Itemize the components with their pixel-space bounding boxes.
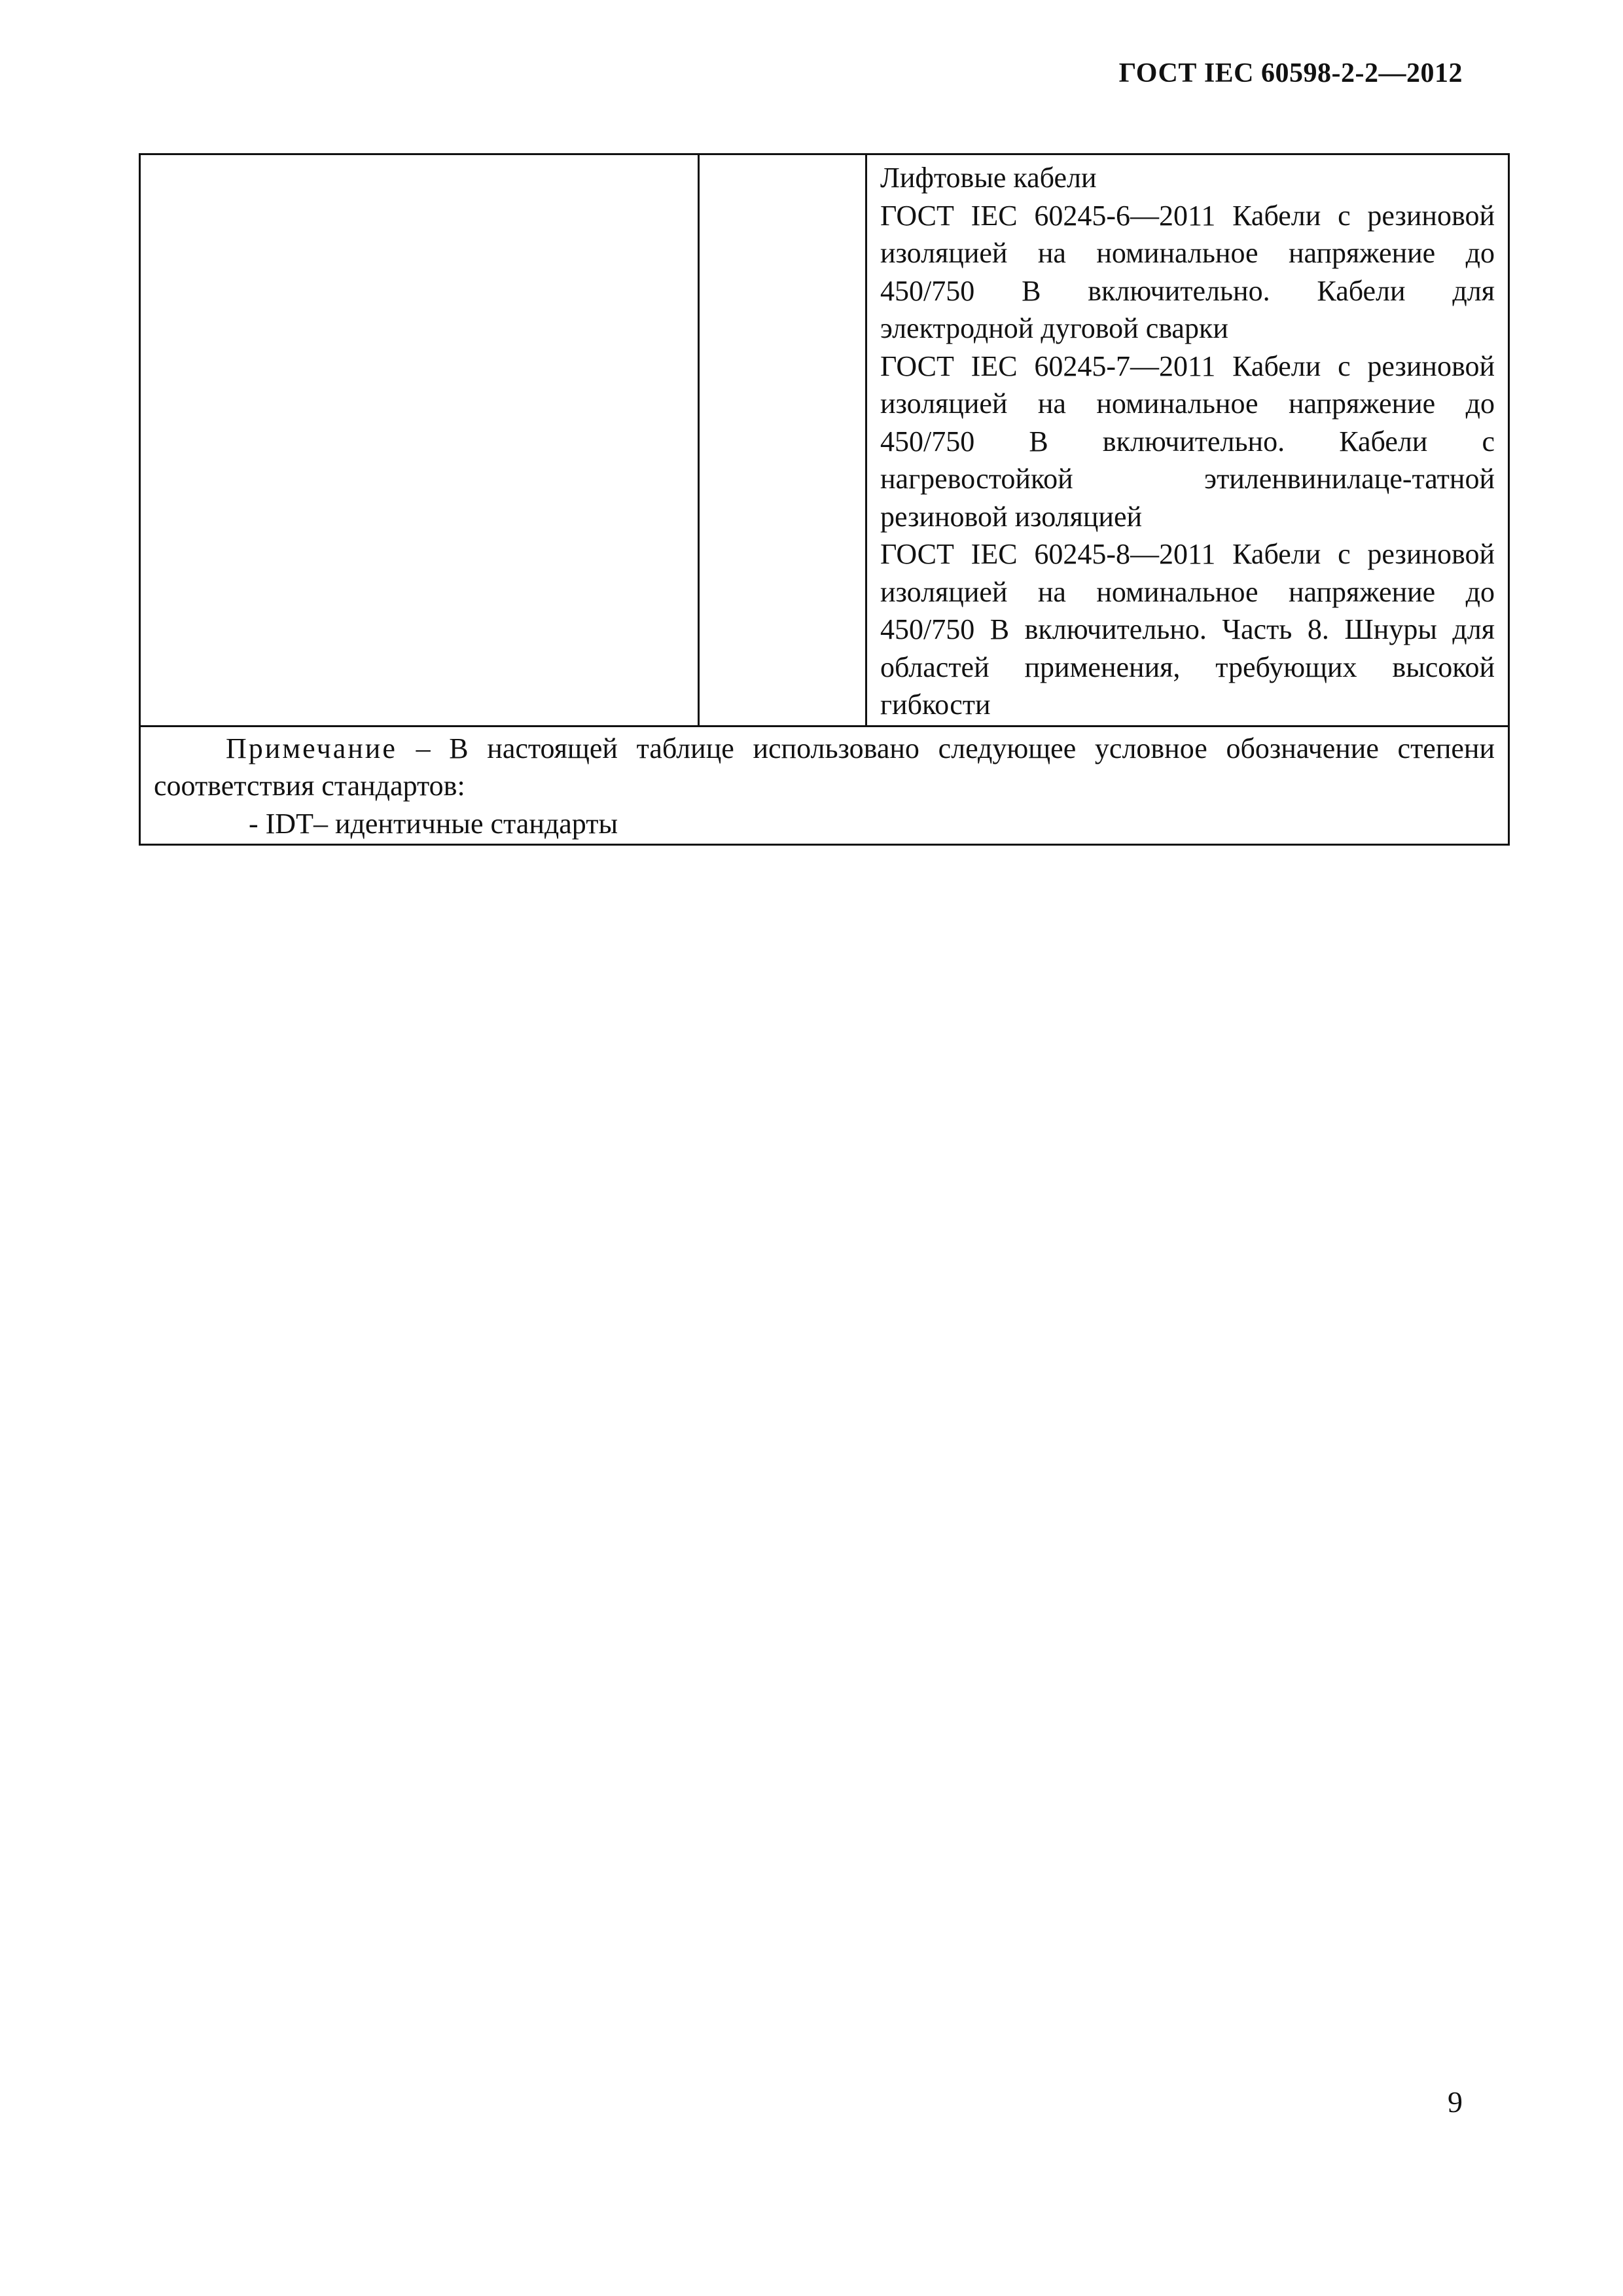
note-caption: Примечание — [226, 732, 397, 764]
reference-entry: ГОСТ IEC 60245-7—2011 Кабели с резиновой изоляцией на номинальное напряжение до 450/750 В включительно. Кабели с нагревостойкой этиленвинилаце-татной резиновой изоляцией — [880, 350, 1495, 533]
table-note-cell — [140, 726, 1509, 845]
degree-of-correspondence-cell — [699, 154, 866, 726]
table-note-text — [154, 730, 1495, 805]
interstate-standard-cell — [140, 154, 699, 726]
note-list-item: - IDT– идентичные стандарты — [249, 807, 618, 840]
reference-entry: ГОСТ IEC 60245-8—2011 Кабели с резиновой изоляцией на номинальное напряжение до 450/750 В включительно. Часть 8. Шнуры для областей применения, требующих высокой гибкости — [880, 538, 1495, 721]
international-standard-cell — [866, 154, 1509, 726]
reference-entry: Лифтовые кабели — [880, 162, 1097, 194]
reference-entry: ГОСТ IEC 60245-6—2011 Кабели с резиновой изоляцией на номинальное напряжение до 450/750 В включительно. Кабели для электродной дуговой сварки — [880, 199, 1495, 344]
note-body: – В настоящей таблице использовано следующее условное обозначение степени соответствия стандартов: — [154, 732, 1495, 802]
document-code-header: ГОСТ IEC 60598-2-2—2012 — [1118, 58, 1463, 88]
page-number: 9 — [1448, 2085, 1463, 2119]
table-note-row — [140, 726, 1509, 845]
standards-correspondence-table — [139, 153, 1510, 846]
table-row — [140, 154, 1509, 726]
